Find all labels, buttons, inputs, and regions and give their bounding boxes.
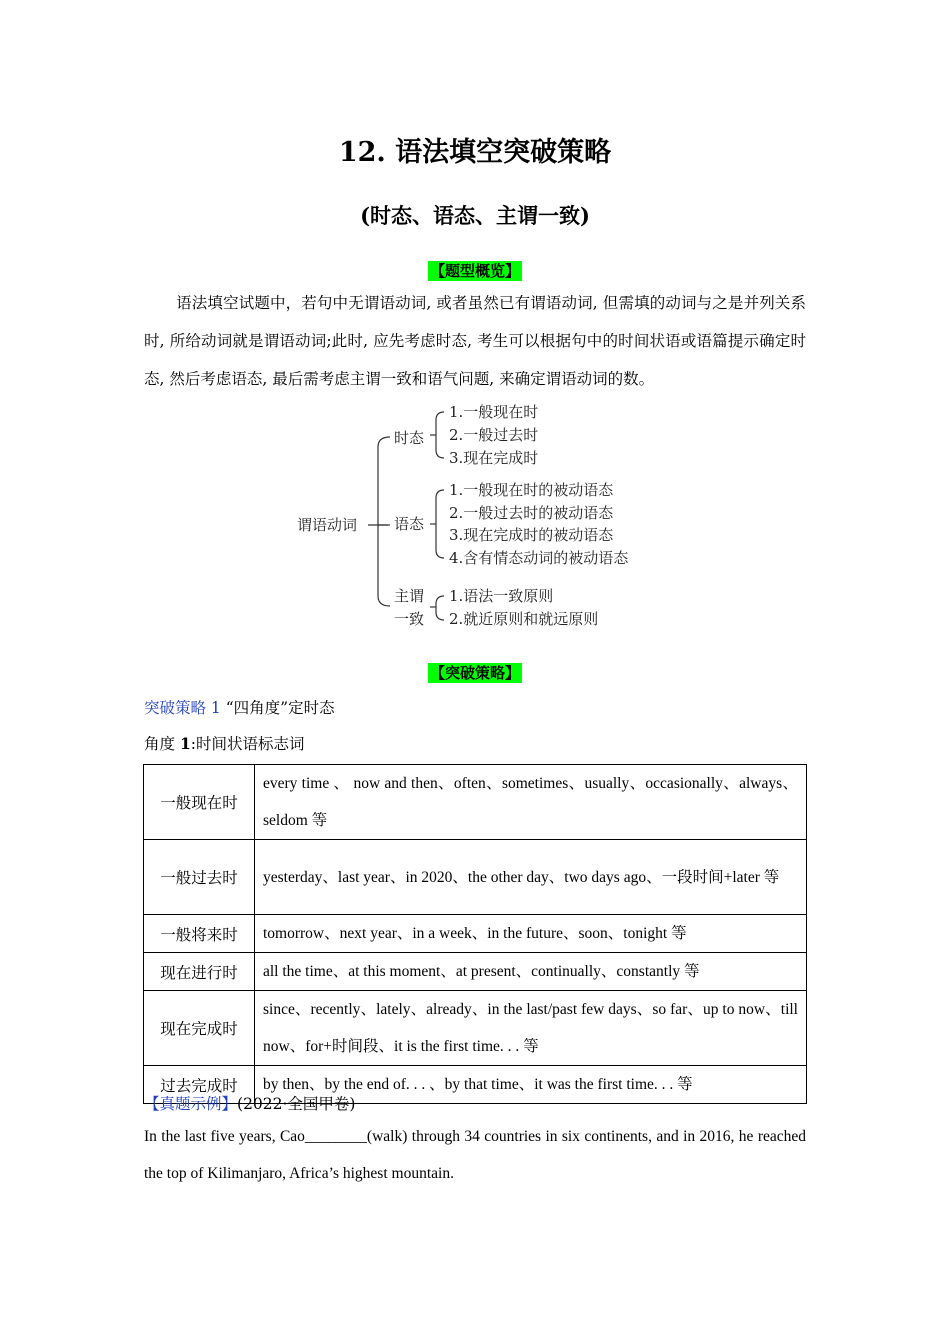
diagram-branch-voice: 语态 [394,515,425,533]
example-tag: 【真题示例】 [144,1095,238,1113]
tense-name-cell: 过去完成时 [144,1066,255,1104]
table-row [144,953,807,991]
table-row [144,915,807,953]
tense-words-cell: yesterday、last year、in 2020、the other day、two days ago、一段时间+later 等 [255,840,807,915]
diagram-agreement-item: 1.语法一致原则 [449,587,554,605]
diagram-agreement-item: 2.就近原则和就远原则 [449,610,599,628]
diagram-root-label: 谓语动词 [297,516,358,534]
example-heading [144,1092,355,1114]
table-row [144,991,807,1066]
diagram-branch-agreement-line2: 一致 [394,610,425,628]
diagram-tense-item: 3.现在完成时 [449,449,539,467]
angle-prefix: 角度 [144,735,180,753]
strategy-text: “四角度”定时态 [225,699,335,717]
main-bracket [378,437,390,606]
diagram-voice-item: 3.现在完成时的被动语态 [449,526,614,544]
strategy-heading [144,696,335,718]
diagram-branch-tense: 时态 [394,429,425,447]
angle-heading [144,732,304,754]
diagram-branch-agreement-line1: 主谓 [394,587,425,605]
tense-name-cell: 一般将来时 [144,915,255,953]
tense-words-cell: every time 、 now and then、often、sometimes、usually、occasionally、always、 seldom 等 [255,765,807,840]
angle-number: 1 [179,734,191,753]
tense-words-cell: tomorrow、next year、in a week、in the future、soon、tonight 等 [255,915,807,953]
strategy-tag: 【突破策略】 [429,664,520,682]
overview-tag: 【题型概览】 [429,262,520,280]
table-row [144,765,807,840]
table-row [144,840,807,915]
predicate-verb-diagram [0,0,950,660]
example-question: In the last five years, Cao________(walk) through 34 countries in six continents, and in 2016, he reached the top of Kilimanjaro, Africa’s highest mountain. [144,1128,806,1182]
tense-name-cell: 现在完成时 [144,991,255,1066]
diagram-tense-item: 2.一般过去时 [449,426,539,444]
strategy-prefix: 突破策略 1 [144,699,221,717]
tense-name-cell: 一般过去时 [144,840,255,915]
tense-words-cell: since、recently、lately、already、in the last/past few days、so far、up to now、till now、for+时间段、it is the first time. . . 等 [255,991,807,1066]
diagram-voice-item: 4.含有情态动词的被动语态 [449,549,629,567]
tense-name-cell: 现在进行时 [144,953,255,991]
strategy-tag-wrapper [0,662,950,683]
intro-text: 语法填空试题中，若句中无谓语动词, 或者虽然已有谓语动词, 但需填的动词与之是并列关系时, 所给动词就是谓语动词;此时, 应先考虑时态, 考生可以根据句中的时间状语或语篇提示确定时态, 然后考虑语态, 最后需考虑主谓一致和语气问题, 来确定谓语动词的数。 [144,294,806,388]
tense-words-cell: all the time、at this moment、at present、continually、constantly 等 [255,953,807,991]
diagram-voice-item: 2.一般过去时的被动语态 [449,504,614,522]
diagram-voice-item: 1.一般现在时的被动语态 [449,481,614,499]
page-subtitle: (时态、语态、主谓一致) [360,203,590,228]
time-adverbial-table [143,764,807,1104]
example-source: (2022·全国甲卷) [237,1095,356,1113]
tense-name-cell: 一般现在时 [144,765,255,840]
agreement-bracket [436,596,444,620]
voice-bracket [436,490,444,558]
angle-text: :时间状语标志词 [190,735,305,753]
tense-words-cell: by then、by the end of. . . 、by that time、it was the first time. . . 等 [255,1066,807,1104]
tense-bracket [436,412,444,458]
page-title: 12. 语法填空突破策略 [338,137,612,168]
diagram-tense-item: 1.一般现在时 [449,403,539,421]
